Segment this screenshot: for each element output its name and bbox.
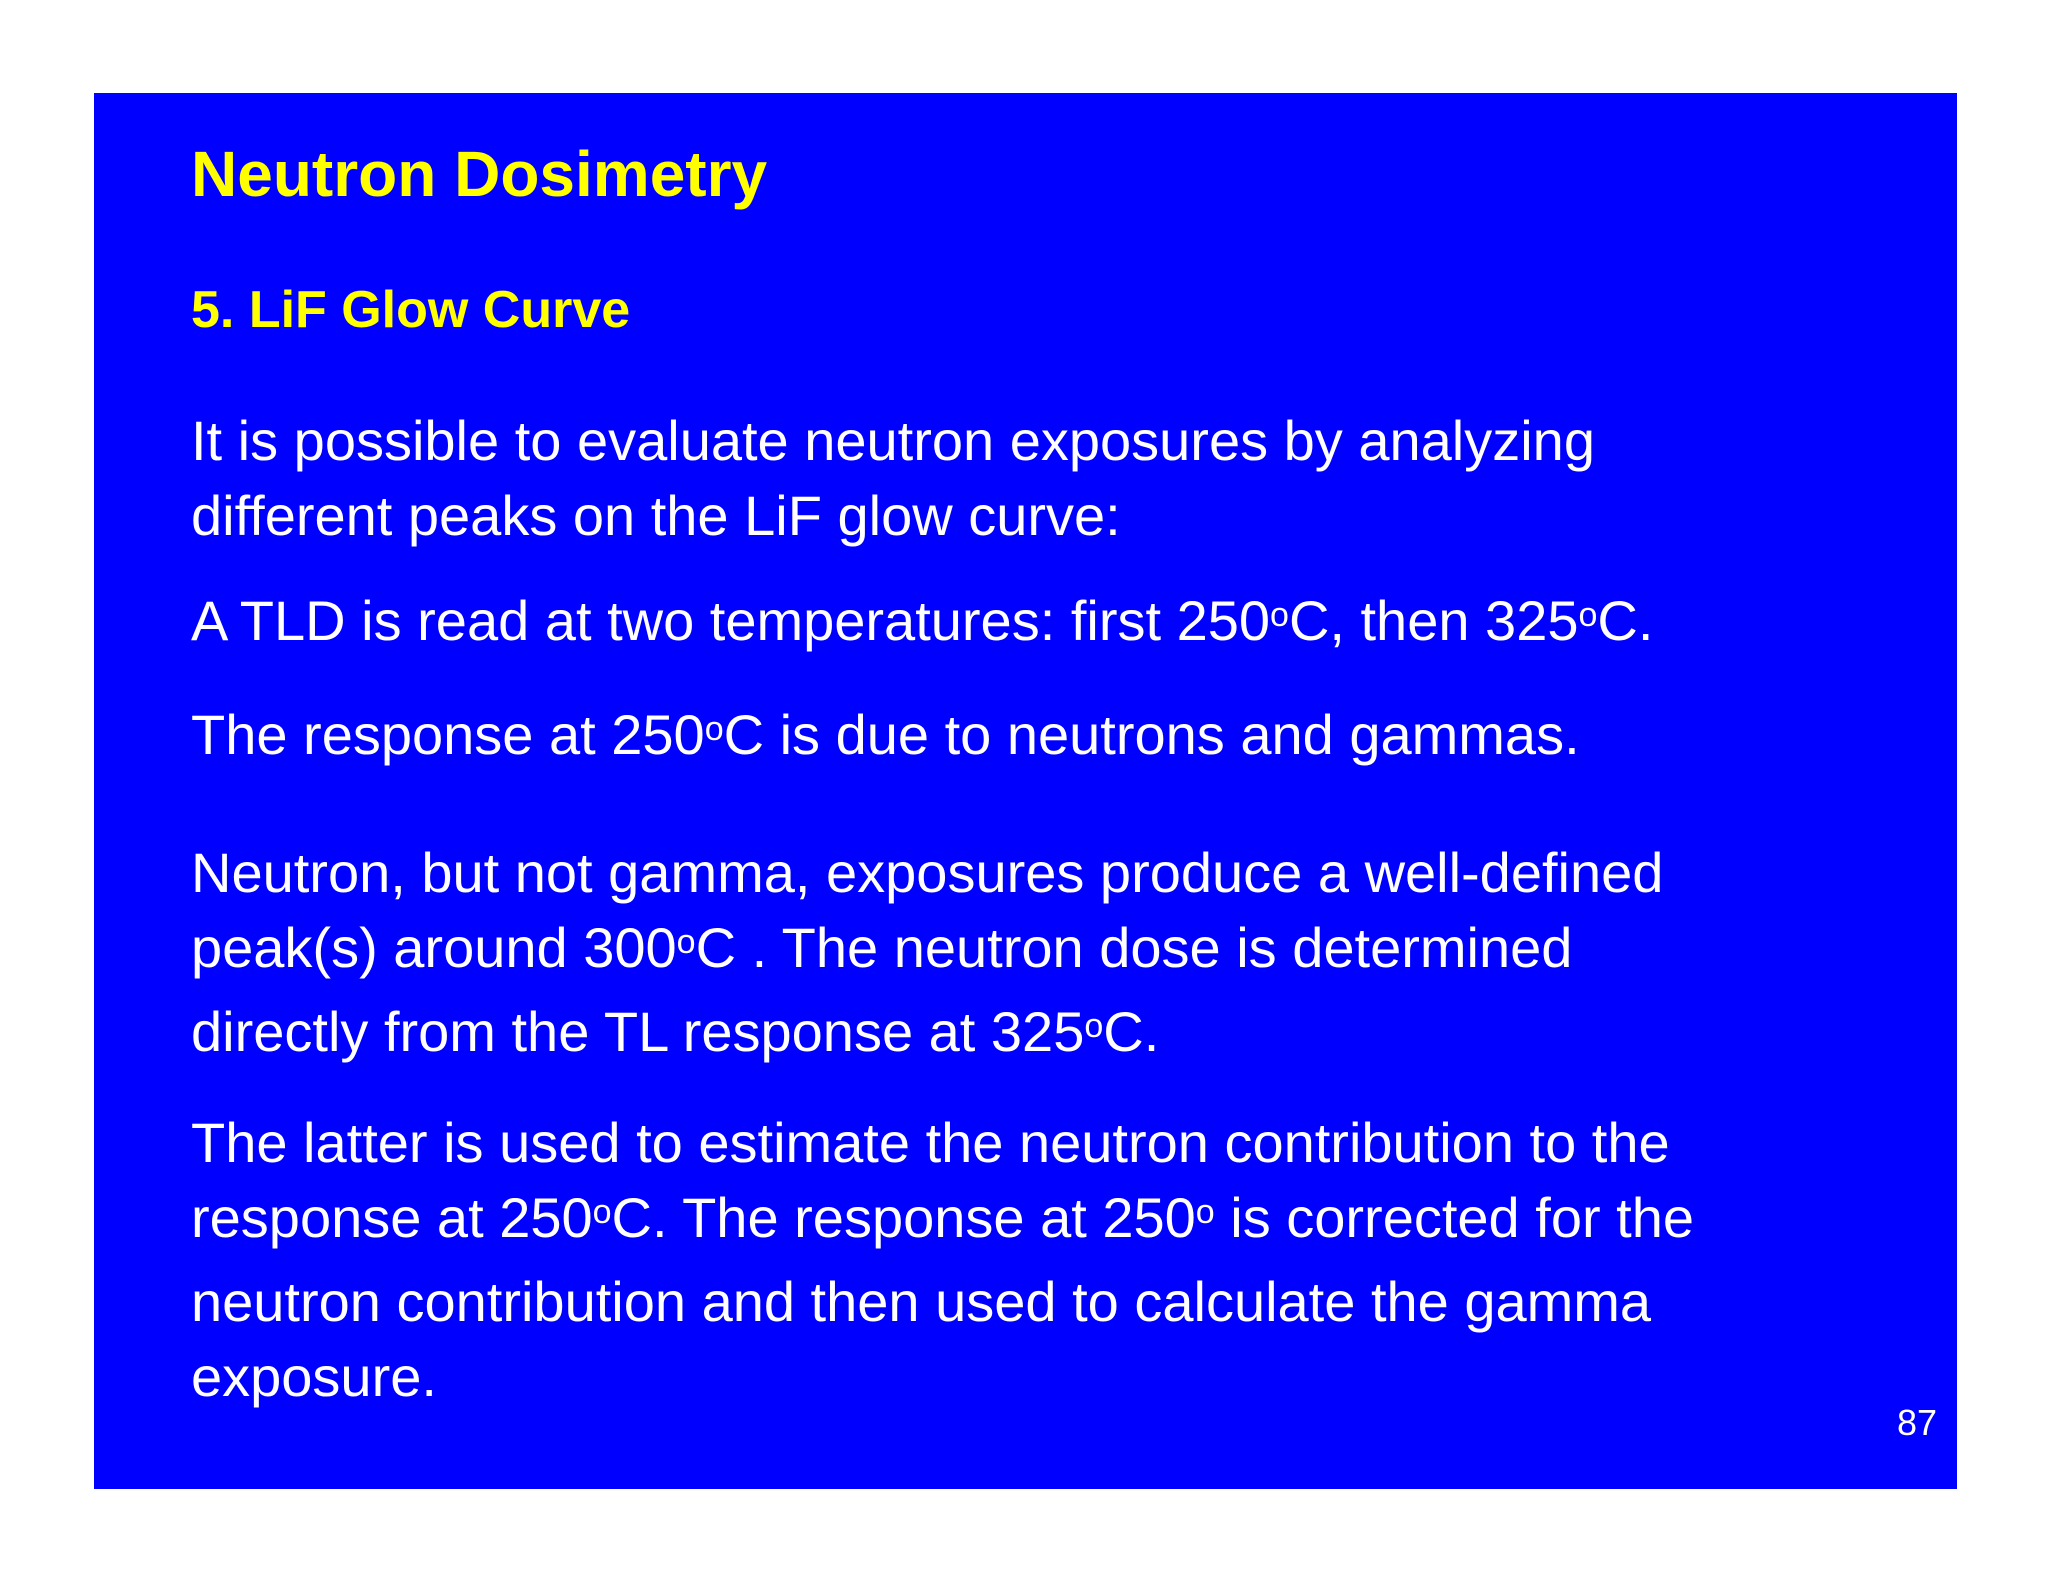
paragraph-line xyxy=(191,910,1663,994)
paragraph-line: Neutron, but not gamma, exposures produce a well-defined xyxy=(191,841,1664,904)
text-run: C, then 325 xyxy=(1288,589,1579,652)
paragraph-line xyxy=(191,1180,1694,1264)
slide xyxy=(94,93,1957,1489)
text-run: C is due to neutrons and gammas. xyxy=(723,703,1580,766)
paragraph-line xyxy=(191,583,1653,667)
paragraph-response-250 xyxy=(191,697,1580,781)
text-run: C. xyxy=(1597,589,1654,652)
text-run: peak(s) around 300 xyxy=(191,916,677,979)
text-run: C. The response at 250 xyxy=(611,1186,1196,1249)
paragraph-neutron-peak xyxy=(191,835,1663,1078)
degree-superscript: o xyxy=(1195,1193,1215,1231)
paragraph-line: The latter is used to estimate the neutron contribution to the xyxy=(191,1111,1670,1174)
slide-title: Neutron Dosimetry xyxy=(191,138,768,210)
text-run: C . The neutron dose is determined xyxy=(695,916,1573,979)
text-run: C. xyxy=(1103,1000,1160,1063)
degree-superscript: o xyxy=(1084,1007,1104,1045)
paragraph-line: It is possible to evaluate neutron exposures by analyzing xyxy=(191,409,1595,472)
page-number: 87 xyxy=(1896,1402,1937,1443)
text-run: is corrected for the xyxy=(1214,1186,1695,1249)
paragraph-line: different peaks on the LiF glow curve: xyxy=(191,484,1121,547)
paragraph-tld-read-temperatures xyxy=(191,583,1653,667)
paragraph-line xyxy=(191,994,1663,1078)
text-run: directly from the TL response at 325 xyxy=(191,1000,1085,1063)
paragraph-evaluate-neutron-exposures xyxy=(191,403,1595,553)
paragraph-line xyxy=(191,697,1580,781)
paragraph-gamma-correction xyxy=(191,1105,1694,1414)
degree-superscript: o xyxy=(676,923,696,961)
slide-subtitle: 5. LiF Glow Curve xyxy=(191,281,631,339)
degree-superscript: o xyxy=(592,1193,612,1231)
degree-superscript: o xyxy=(1578,596,1598,634)
degree-superscript: o xyxy=(1270,596,1289,634)
text-run: The response at 250 xyxy=(191,703,705,766)
paragraph-line: neutron contribution and then used to calculate the gamma xyxy=(191,1270,1652,1333)
degree-superscript: o xyxy=(704,710,724,748)
paragraph-line: exposure. xyxy=(191,1345,437,1408)
text-run: response at 250 xyxy=(191,1186,593,1249)
text-run: A TLD is read at two temperatures: first 250 xyxy=(191,589,1271,652)
